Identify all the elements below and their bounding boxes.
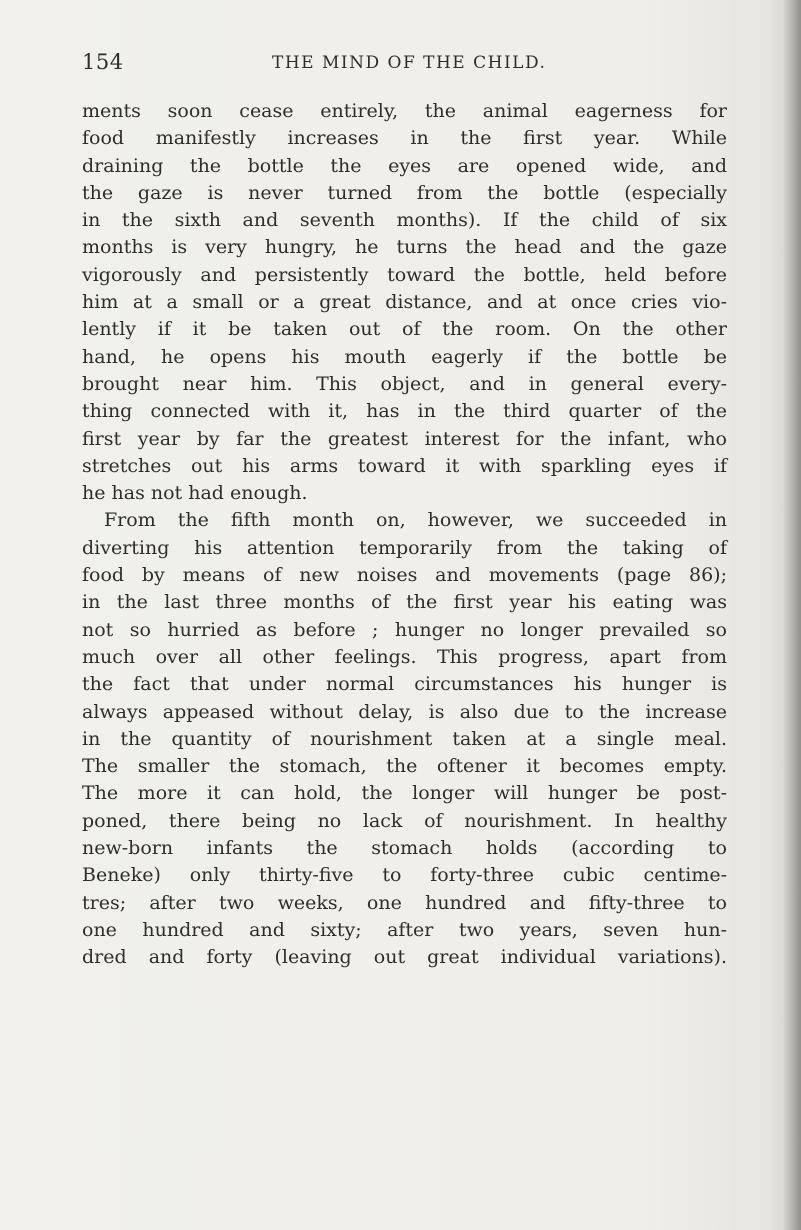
- text-line: not so hurried as before ; hunger no longer prevailed so: [82, 618, 727, 641]
- text-line: food manifestly increases in the first year. While: [82, 127, 727, 150]
- text-line: poned, there being no lack of nourishment. In healthy: [82, 809, 727, 832]
- text-line: in the quantity of nourishment taken at a single meal.: [82, 727, 727, 750]
- text-line: The more it can hold, the longer will hunger be post-: [82, 782, 727, 805]
- text-line: vigorously and persistently toward the bottle, held before: [82, 263, 727, 286]
- text-line: draining the bottle the eyes are opened wide, and: [82, 154, 727, 177]
- text-line: in the last three months of the first year his eating was: [82, 591, 727, 614]
- paragraph-end-line: he has not had enough.: [82, 482, 308, 505]
- text-line: diverting his attention temporarily from the taking of: [82, 536, 727, 559]
- paragraph-start-line: From the fifth month on, however, we succeeded in: [104, 509, 727, 532]
- text-line: thing connected with it, has in the third quarter of the: [82, 400, 727, 423]
- text-line: the gaze is never turned from the bottle (especially: [82, 181, 727, 204]
- text-line: the fact that under normal circumstances his hunger is: [82, 673, 727, 696]
- running-head: [82, 50, 722, 80]
- text-line: ments soon cease entirely, the animal eagerness for: [82, 100, 727, 122]
- text-line: months is very hungry, he turns the head and the gaze: [82, 236, 727, 259]
- text-line: always appeased without delay, is also due to the increase: [82, 700, 727, 723]
- text-line: new-born infants the stomach holds (according to: [82, 837, 727, 860]
- running-title: THE MIND OF THE CHILD.: [272, 53, 547, 73]
- text-line: much over all other feelings. This progress, apart from: [82, 645, 727, 668]
- text-line: stretches out his arms toward it with sparkling eyes if: [82, 454, 727, 477]
- text-line: dred and forty (leaving out great individual variations).: [82, 946, 727, 969]
- body-text: [82, 98, 727, 972]
- text-line: The smaller the stomach, the oftener it becomes empty.: [82, 755, 727, 778]
- page-edge-shadow: [783, 0, 801, 1230]
- text-line: lently if it be taken out of the room. On the other: [82, 318, 727, 341]
- text-line: one hundred and sixty; after two years, seven hun-: [82, 918, 727, 941]
- text-line: food by means of new noises and movements (page 86);: [82, 564, 727, 587]
- text-line: in the sixth and seventh months). If the child of six: [82, 209, 727, 232]
- text-line: hand, he opens his mouth eagerly if the bottle be: [82, 345, 727, 368]
- text-line: first year by far the greatest interest for the infant, who: [82, 427, 727, 450]
- text-line: tres; after two weeks, one hundred and fifty-three to: [82, 891, 727, 914]
- page-number: 154: [82, 50, 124, 74]
- text-line: brought near him. This object, and in general every-: [82, 372, 727, 395]
- text-line: Beneke) only thirty-five to forty-three cubic centime-: [82, 864, 727, 887]
- text-line: him at a small or a great distance, and at once cries vio-: [82, 291, 727, 314]
